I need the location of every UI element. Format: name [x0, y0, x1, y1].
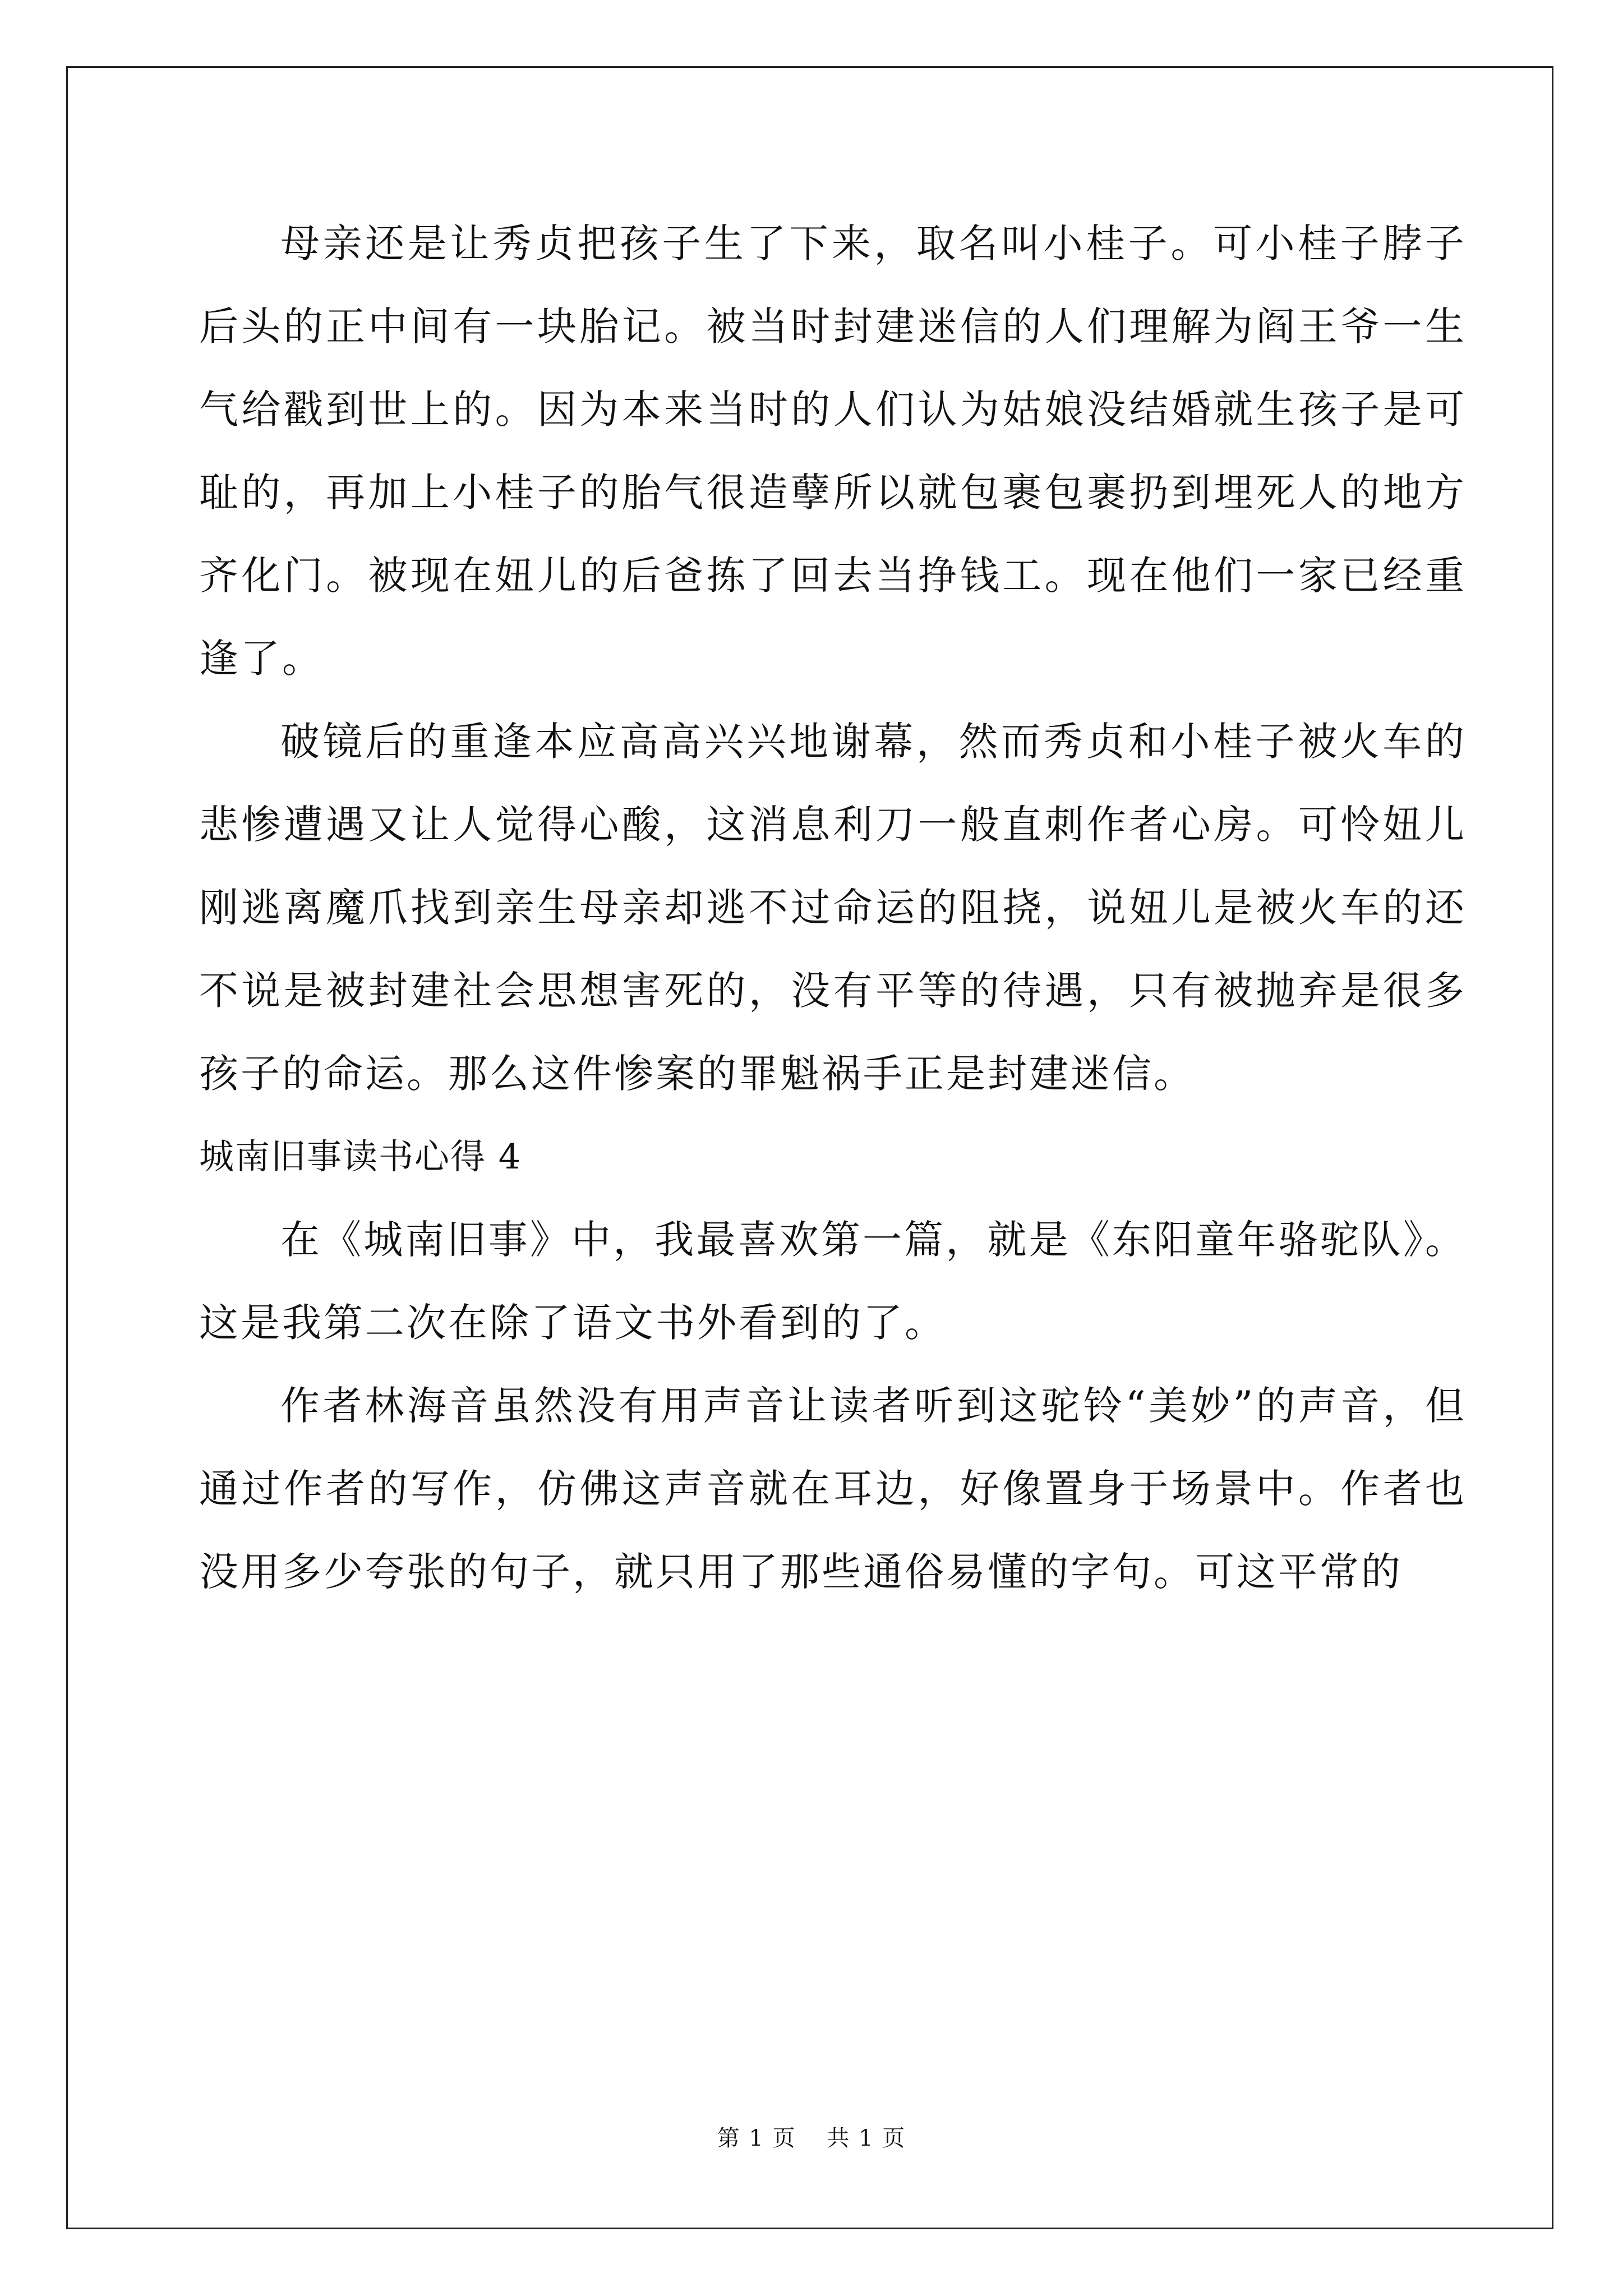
page-footer [0, 2120, 1623, 2152]
paragraph: 破镜后的重逢本应高高兴兴地谢幕，然而秀贞和小桂子被火车的悲惨遭遇又让人觉得心酸，这消息利刀一般直刺作者心房。可怜妞儿刚逃离魔爪找到亲生母亲却逃不过命运的阻挠，说妞儿是被火车的还不说是被封建社会思想害死的，没有平等的待遇，只有被抛弃是很多孩子的命运。那么这件惨案的罪魁祸手正是封建迷信。 [199, 719, 1467, 1097]
page-number: 第 1 页 [717, 2125, 796, 2151]
paragraph: 在《城南旧事》中，我最喜欢第一篇，就是《东阳童年骆驼队》。这是我第二次在除了语文书外看到的了。 [199, 1217, 1467, 1346]
page-total: 共 1 页 [827, 2125, 906, 2151]
paragraph: 作者林海音虽然没有用声音让读者听到这驼铃“美妙”的声音，但通过作者的写作，仿佛这声音就在耳边，好像置身于场景中。作者也没用多少夸张的句子，就只用了那些通俗易懂的字句。可这平常的 [199, 1383, 1467, 1595]
document-body [199, 202, 1467, 1613]
paragraph: 母亲还是让秀贞把孩子生了下来，取名叫小桂子。可小桂子脖子后头的正中间有一块胎记。被当时封建迷信的人们理解为阎王爷一生气给戳到世上的。因为本来当时的人们认为姑娘没结婚就生孩子是可耻的，再加上小桂子的胎气很造孽所以就包裹包裹扔到埋死人的地方齐化门。被现在妞儿的后爸拣了回去当挣钱工。现在他们一家已经重逢了。 [199, 220, 1467, 682]
section-heading: 城南旧事读书心得 4 [199, 1136, 522, 1177]
